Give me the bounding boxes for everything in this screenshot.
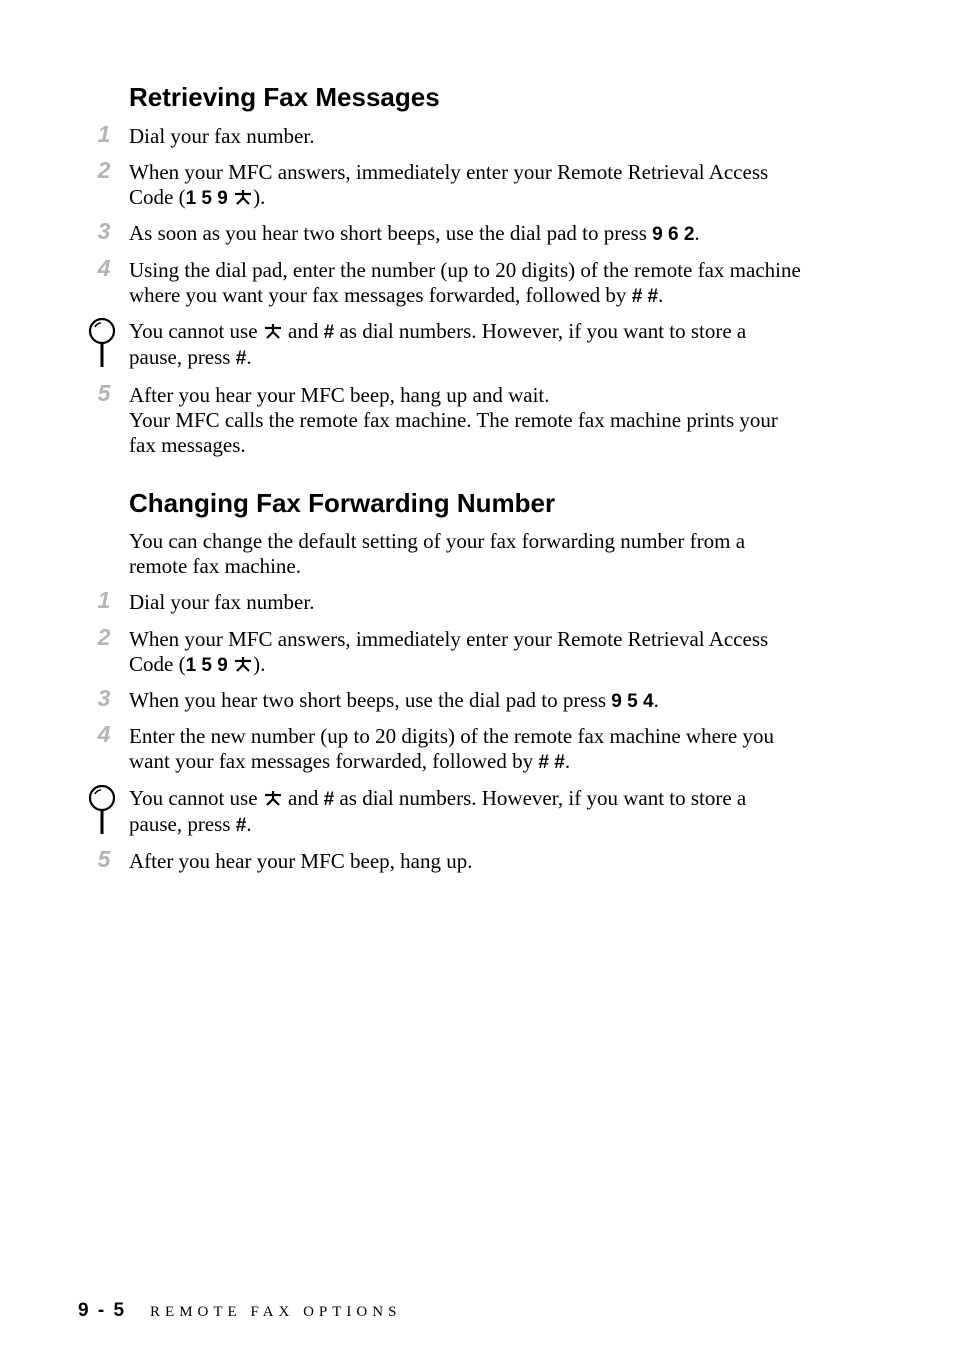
- step-number: 3: [97, 685, 111, 711]
- star-key-icon: [263, 323, 283, 339]
- step-text: Enter the new number (up to 20 digits) of the remote fax machine where you want your fax messages forwarded, followed by # #.: [129, 724, 774, 773]
- step-text: Using the dial pad, enter the number (up to 20 digits) of the remote fax machine where you want your fax messages forwarded, followed by # #.: [129, 258, 801, 307]
- step-number: 1: [97, 587, 111, 613]
- step-number: 5: [97, 380, 111, 406]
- step-number: 4: [97, 255, 111, 281]
- step-number: 5: [97, 846, 111, 872]
- step-number: 3: [97, 218, 111, 244]
- star-key-icon: [233, 189, 253, 205]
- page-number: 9 - 5: [78, 1300, 127, 1321]
- page-footer: [78, 1300, 401, 1324]
- section-heading-retrieving: Retrieving Fax Messages: [129, 82, 440, 112]
- step-text: Dial your fax number.: [129, 590, 315, 614]
- chapter-title: REMOTE FAX OPTIONS: [150, 1304, 402, 1320]
- step-number: 4: [97, 721, 111, 747]
- note-text: You cannot use and # as dial numbers. However, if you want to store a pause, press #.: [129, 319, 747, 369]
- intro-text: You can change the default setting of your fax forwarding number from a remote fax machine.: [129, 529, 746, 578]
- step-text: As soon as you hear two short beeps, use the dial pad to press 9 6 2.: [129, 221, 700, 245]
- step-text: When you hear two short beeps, use the dial pad to press 9 5 4.: [129, 688, 659, 712]
- step-text: After you hear your MFC beep, hang up.: [129, 849, 473, 873]
- step-number: 2: [97, 157, 111, 183]
- step-text: Dial your fax number.: [129, 124, 315, 148]
- note-text: You cannot use and # as dial numbers. However, if you want to store a pause, press #.: [129, 786, 747, 836]
- note-pin-icon: [86, 318, 118, 370]
- section-heading-changing: Changing Fax Forwarding Number: [129, 488, 556, 518]
- step-number: 2: [97, 624, 111, 650]
- step-number: 1: [97, 121, 111, 147]
- star-key-icon: [263, 790, 283, 806]
- step-text: When your MFC answers, immediately enter your Remote Retrieval Access Code (1 5 9 ).: [129, 627, 769, 676]
- star-key-icon: [233, 656, 253, 672]
- step-text: When your MFC answers, immediately enter your Remote Retrieval Access Code (1 5 9 ).: [129, 160, 769, 209]
- note-pin-icon: [86, 785, 118, 837]
- step-text: After you hear your MFC beep, hang up and wait. Your MFC calls the remote fax machine. The remote fax machine prints your fax messages.: [129, 383, 778, 457]
